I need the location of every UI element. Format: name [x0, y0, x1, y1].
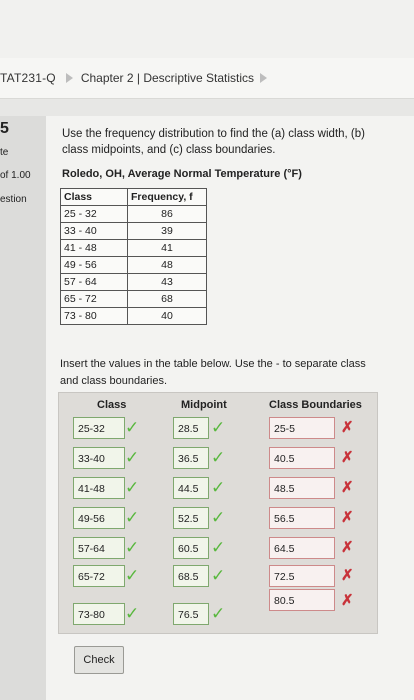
wrong-x-icon: ✗: [341, 567, 354, 584]
class-cell: 65 - 72: [61, 291, 128, 308]
frequency-cell: 48: [128, 257, 207, 274]
correct-check-icon: ✓: [125, 538, 140, 557]
boundary-input[interactable]: 64.5: [269, 537, 335, 559]
class-cell: 25 - 32: [61, 206, 128, 223]
answer-table: [58, 392, 378, 634]
boundary-input[interactable]: 48.5: [269, 477, 335, 499]
table-row: [61, 308, 207, 325]
class-input[interactable]: 41-48: [73, 477, 125, 499]
table-row: [61, 206, 207, 223]
wrong-x-icon: ✗: [341, 509, 354, 526]
answer-row: [59, 447, 377, 471]
wrong-x-icon: ✗: [341, 419, 354, 436]
midpoint-input[interactable]: 28.5: [173, 417, 209, 439]
correct-check-icon: ✓: [211, 604, 226, 623]
wrong-x-icon: ✗: [341, 449, 354, 466]
sidebar-question-label: estion: [0, 194, 27, 205]
breadcrumb-course[interactable]: TAT231-Q: [0, 71, 56, 85]
table-row: [61, 274, 207, 291]
frequency-cell: 43: [128, 274, 207, 291]
col-header-frequency: Frequency, f: [128, 189, 207, 206]
answer-row: [59, 507, 377, 531]
correct-check-icon: ✓: [211, 566, 226, 585]
table-row: [61, 257, 207, 274]
boundary-input[interactable]: 80.5: [269, 589, 335, 611]
wrong-x-icon: ✗: [341, 479, 354, 496]
frequency-cell: 40: [128, 308, 207, 325]
correct-check-icon: ✓: [125, 448, 140, 467]
sidebar-text: te: [0, 147, 9, 158]
midpoint-input[interactable]: 76.5: [173, 603, 209, 625]
class-cell: 41 - 48: [61, 240, 128, 257]
answer-header-midpoint: Midpoint: [181, 399, 227, 411]
check-button[interactable]: Check: [74, 646, 124, 674]
correct-check-icon: ✓: [125, 604, 140, 623]
boundary-input[interactable]: 72.5: [269, 565, 335, 587]
correct-check-icon: ✓: [211, 418, 226, 437]
class-cell: 57 - 64: [61, 274, 128, 291]
breadcrumb: [0, 58, 414, 99]
correct-check-icon: ✓: [125, 508, 140, 527]
class-cell: 33 - 40: [61, 223, 128, 240]
frequency-table: [60, 188, 207, 325]
question-number: 5: [0, 120, 9, 137]
spacer: [0, 99, 414, 116]
correct-check-icon: ✓: [125, 418, 140, 437]
answer-row: [59, 537, 377, 561]
answer-row: [59, 592, 377, 623]
wrong-x-icon: ✗: [341, 592, 354, 609]
midpoint-input[interactable]: 52.5: [173, 507, 209, 529]
frequency-cell: 39: [128, 223, 207, 240]
top-band: [0, 0, 414, 58]
boundary-input[interactable]: 40.5: [269, 447, 335, 469]
midpoint-input[interactable]: 36.5: [173, 447, 209, 469]
correct-check-icon: ✓: [125, 478, 140, 497]
table-title: Roledo, OH, Average Normal Temperature (°F): [62, 168, 302, 180]
wrong-x-icon: ✗: [341, 539, 354, 556]
answer-row: [59, 417, 377, 441]
class-input[interactable]: 73-80: [73, 603, 125, 625]
breadcrumb-arrow-icon: [260, 73, 267, 83]
question-points: of 1.00: [0, 170, 31, 181]
question-sidebar: [0, 116, 46, 700]
correct-check-icon: ✓: [211, 448, 226, 467]
frequency-cell: 68: [128, 291, 207, 308]
midpoint-input[interactable]: 60.5: [173, 537, 209, 559]
col-header-class: Class: [61, 189, 128, 206]
class-input[interactable]: 33-40: [73, 447, 125, 469]
correct-check-icon: ✓: [125, 566, 140, 585]
midpoint-input[interactable]: 44.5: [173, 477, 209, 499]
correct-check-icon: ✓: [211, 478, 226, 497]
class-input[interactable]: 57-64: [73, 537, 125, 559]
answer-instructions: Insert the values in the table below. Use the - to separate class and class boundaries.: [60, 358, 366, 387]
breadcrumb-arrow-icon: [66, 73, 73, 83]
table-row: [61, 240, 207, 257]
breadcrumb-chapter[interactable]: Chapter 2 | Descriptive Statistics: [80, 71, 255, 85]
table-row: [61, 223, 207, 240]
class-input[interactable]: 25-32: [73, 417, 125, 439]
correct-check-icon: ✓: [211, 508, 226, 527]
frequency-cell: 41: [128, 240, 207, 257]
class-input[interactable]: 49-56: [73, 507, 125, 529]
table-row: [61, 291, 207, 308]
midpoint-input[interactable]: 68.5: [173, 565, 209, 587]
boundary-input[interactable]: 25-5: [269, 417, 335, 439]
answer-header-class: Class: [97, 399, 127, 411]
question-instructions: Use the frequency distribution to find the (a) class width, (b) class midpoints, and (c) class boundaries.: [62, 128, 365, 156]
answer-header-boundaries: Class Boundaries: [269, 399, 362, 411]
answer-row: [59, 477, 377, 501]
boundary-input[interactable]: 56.5: [269, 507, 335, 529]
frequency-cell: 86: [128, 206, 207, 223]
class-cell: 49 - 56: [61, 257, 128, 274]
correct-check-icon: ✓: [211, 538, 226, 557]
question-panel: [46, 116, 414, 700]
class-cell: 73 - 80: [61, 308, 128, 325]
class-input[interactable]: 65-72: [73, 565, 125, 587]
answer-row: [59, 565, 377, 589]
